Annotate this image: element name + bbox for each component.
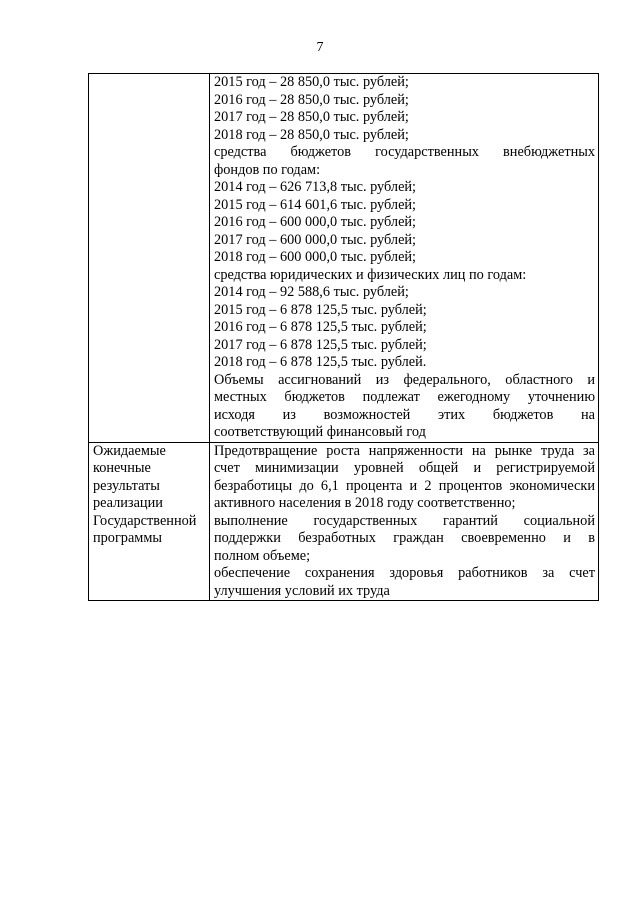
private-year-line: 2016 год – 6 878 125,5 тыс. рублей;	[214, 319, 427, 335]
expected-results-label-cell	[89, 442, 210, 601]
financing-cell	[210, 74, 599, 443]
result-paragraph-line: счет минимизации уровней общей и регистрируемой	[214, 460, 595, 476]
offbudget-year-line: 2015 год – 614 601,6 тыс. рублей;	[214, 196, 417, 213]
budget-year-line: 2017 год – 28 850,0 тыс. рублей;	[214, 109, 409, 125]
row-label-line: Ожидаемые	[93, 442, 166, 459]
result-paragraph-line: обеспечение сохранения здоровья работников за счет	[214, 565, 595, 581]
budget-year-line: 2015 год – 28 850,0 тыс. рублей;	[214, 74, 409, 90]
page-number: 7	[316, 40, 324, 55]
row-label-line: реализации	[93, 495, 163, 511]
result-paragraph-line: выполнение государственных гарантий социальной	[214, 512, 595, 529]
budget-year-line: 2016 год – 28 850,0 тыс. рублей;	[214, 91, 409, 108]
row-label-line: результаты	[93, 477, 160, 494]
allocation-note-line: местных бюджетов подлежат ежегодному уточнению	[214, 389, 595, 405]
offbudget-year-line: 2014 год – 626 713,8 тыс. рублей;	[214, 179, 417, 195]
row-label-line: программы	[93, 530, 163, 546]
offbudget-funds-heading: средства бюджетов государственных внебюджетных	[214, 144, 595, 160]
offbudget-year-line: 2017 год – 600 000,0 тыс. рублей;	[214, 231, 417, 248]
private-year-line: 2014 год – 92 588,6 тыс. рублей;	[214, 284, 409, 300]
private-year-line: 2015 год – 6 878 125,5 тыс. рублей;	[214, 301, 427, 318]
result-paragraph-line: Предотвращение роста напряженности на рынке труда за	[214, 442, 595, 459]
row-label-line: конечные	[93, 460, 151, 476]
row-label-cell	[89, 74, 210, 443]
result-paragraph-line: улучшения условий их труда	[214, 582, 390, 599]
result-paragraph-line: полном объеме;	[214, 547, 311, 564]
expected-results-cell	[210, 442, 599, 601]
offbudget-funds-heading-cont: фондов по годам:	[214, 161, 321, 178]
allocation-note-line: соответствующий финансовый год	[214, 424, 426, 440]
private-year-line: 2017 год – 6 878 125,5 тыс. рублей;	[214, 336, 427, 353]
offbudget-year-line: 2016 год – 600 000,0 тыс. рублей;	[214, 214, 417, 230]
allocation-note-line: Объемы ассигнований из федерального, областного и	[214, 371, 595, 388]
row-label-line: Государственной	[93, 512, 197, 529]
private-year-line: 2018 год – 6 878 125,5 тыс. рублей.	[214, 354, 427, 370]
result-paragraph-line: поддержки безработных граждан своевременно и в	[214, 530, 595, 546]
budget-year-line: 2018 год – 28 850,0 тыс. рублей;	[214, 126, 409, 143]
offbudget-year-line: 2018 год – 600 000,0 тыс. рублей;	[214, 249, 417, 265]
result-paragraph-line: активного населения в 2018 году соответственно;	[214, 495, 516, 511]
private-funds-heading: средства юридических и физических лиц по годам:	[214, 266, 527, 283]
table-row-expected-results	[89, 442, 599, 601]
table-row-financing	[89, 74, 599, 443]
allocation-note-line: исходя из возможностей этих бюджетов на	[214, 406, 595, 423]
passport-table	[88, 73, 599, 601]
result-paragraph-line: безработицы до 6,1 процента и 2 процентов экономически	[214, 477, 595, 494]
